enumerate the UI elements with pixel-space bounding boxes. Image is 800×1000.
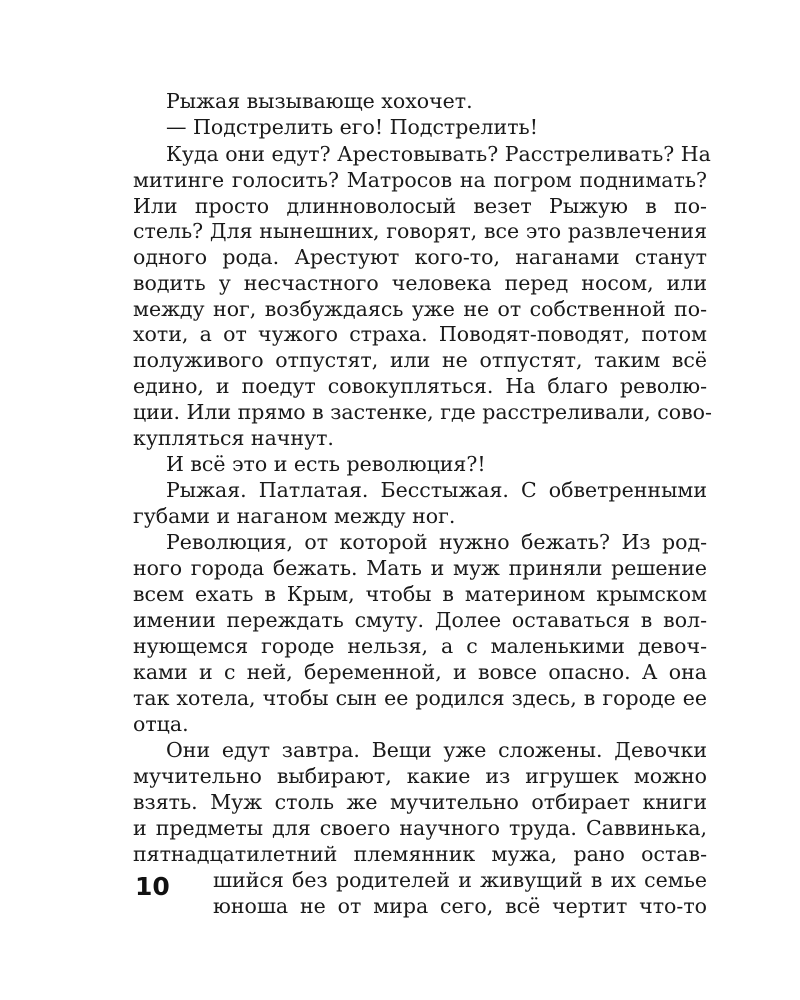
text-line: и предметы для своего научного труда. Саввинька, xyxy=(133,816,707,840)
text-line: ного города бежать. Мать и муж приняли решение xyxy=(133,556,707,580)
text-line: стель? Для нынешних, говорят, все это развлечения xyxy=(133,219,707,243)
text-line: пятнадцатилетний племянник мужа, рано остав- xyxy=(133,842,707,866)
text-line: между ног, возбуждаясь уже не от собственной по- xyxy=(133,297,707,321)
text-line: взять. Муж столь же мучительно отбирает книги xyxy=(133,790,707,814)
text-line: Революция, от которой нужно бежать? Из род- xyxy=(166,530,707,554)
text-line: нующемся городе нельзя, а с маленькими девоч- xyxy=(133,634,707,658)
text-line: ции. Или прямо в застенке, где расстреливали, сово- xyxy=(133,400,712,424)
text-line: — Подстрелить его! Подстрелить! xyxy=(166,115,538,139)
text-line: хоти, а от чужого страха. Поводят-поводят, потом xyxy=(133,322,707,346)
text-line: Куда они едут? Арестовывать? Расстреливать? На xyxy=(166,142,711,166)
text-line: отца. xyxy=(133,712,189,736)
text-line: юноша не от мира сего, всё чертит что-то xyxy=(213,894,707,918)
text-line: всем ехать в Крым, чтобы в материном крымском xyxy=(133,582,707,606)
text-line: купляться начнут. xyxy=(133,426,334,450)
text-line: имении переждать смуту. Долее оставаться в вол- xyxy=(133,608,707,632)
text-line: митинге голосить? Матросов на погром поднимать? xyxy=(133,168,707,192)
text-line: И всё это и есть революция?! xyxy=(166,452,486,476)
text-line: Они едут завтра. Вещи уже сложены. Девочки xyxy=(166,738,707,762)
text-line: Или просто длинноволосый везет Рыжую в по- xyxy=(133,194,707,218)
text-line: водить у несчастного человека перед носом, или xyxy=(133,271,707,295)
text-line: Рыжая вызывающе хохочет. xyxy=(166,89,473,113)
text-line: мучительно выбирают, какие из игрушек можно xyxy=(133,764,707,788)
text-line: полуживого отпустят, или не отпустят, таким всё xyxy=(133,348,707,372)
text-line: так хотела, чтобы сын ее родился здесь, в городе ее xyxy=(133,686,707,710)
text-line: губами и наганом между ног. xyxy=(133,504,456,528)
text-line: Рыжая. Патлатая. Бесстыжая. С обветренными xyxy=(166,478,707,502)
text-line: ками и с ней, беременной, и вовсе опасно. А она xyxy=(133,660,707,684)
text-line: едино, и поедут совокупляться. На благо револю- xyxy=(133,374,707,398)
text-line: шийся без родителей и живущий в их семье xyxy=(213,868,707,892)
page-number: 10 xyxy=(135,872,170,901)
text-line: одного рода. Арестуют кого-то, наганами станут xyxy=(133,245,707,269)
